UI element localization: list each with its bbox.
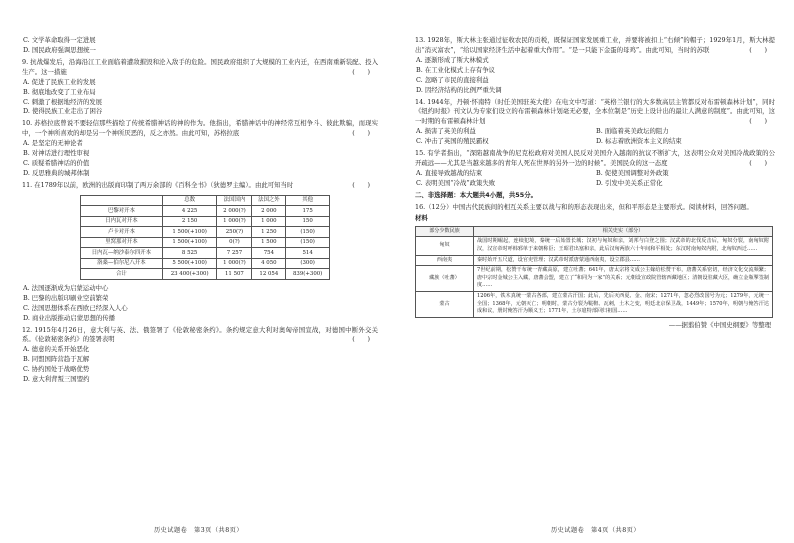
right-column [415,36,775,333]
table-cell: 1 500(+100) [162,237,217,248]
table-cell: 日内瓦—纳沙泰尔四开本 [81,248,163,259]
right-page [397,0,794,543]
q9-prev-option-c: C. 文学革命取得一定进展 [23,36,96,44]
table-cell: 1206年，铁木真统一蒙古各部，建立蒙古汗国；此后，先后灭西夏、金、南宋；1271年，忽必烈改国号为元；1279年，元统一全国；1368年，元朝灭亡；明朝时，蒙古分裂为鞑靼、瓦剌，土木之变，明廷北京保卫战，1449年；1570年，明朝与俺答汗达成和议，册封俺答汗为顺义王；1771年，土尔扈特部回归祖国…… [474,292,773,318]
table-cell: (300) [286,258,330,269]
q9-option-c[interactable]: C. 刺激了根据地经济的发展 [23,97,103,106]
q15-option-b[interactable]: B. 促使美国调整对外政策 [596,168,669,177]
q11-stem: 11. 在1789年以前，欧洲的出版商印制了两万余部的《百科全书》（狄德罗主编）。由此可知当时 ( ) [22,180,370,189]
q13-stem: 13. 1928年，斯大林主张通过征收农民的贡税，既保证国家发展重工业，并要将被扣上“右倾”的帽子；1929年1月，斯大林提出“消灭富农”，“给以国家经济生活中起着重大作用”。“是一只能下金蛋的母鸡”。由此可知，当时的苏联 ( ) [415,36,775,54]
table-cell: 1 250 [252,227,286,238]
question-10 [22,119,378,179]
q11-option-b[interactable]: B. 巴黎的出版印刷业空前繁荣 [23,293,109,302]
page-footer: 历史试题卷 第3页（共8页） [153,527,244,535]
table-cell: 西南夷 [416,255,474,266]
table-row [81,227,330,238]
q9-stem: 9. 抗战爆发后，沿海沿江工业面临着遭敌摧毁和沦入敌手的危险。国民政府组织了大规模的工业内迁，在西南重新装配、投入生产。这一措施 ( ) [22,57,378,76]
table-row [416,266,773,292]
q15-option-c[interactable]: C. 表明美国“冷战”政策失败 [416,178,496,187]
table-row [416,255,773,266]
material-source: ——据翦伯赞《中国史纲要》等整理 [668,321,771,329]
table-cell: 战国时期崛起，连续犯境，秦统一后始置长城；汉初与匈奴和亲，刘邦与白登之围；汉武帝的北伐反击后，匈奴分裂，南匈奴附汉，汉宣帝时呼韩邪单于来朝称臣；王昭君出塞和亲，此后汉匈两族六十年间和平相处；东汉时南匈奴内附，北匈奴西迁…… [474,237,773,255]
table-header: 法国之外 [252,195,286,206]
table-cell: 150 [286,216,330,227]
q12-option-d[interactable]: D. 意大利背叛三国盟约 [23,375,90,384]
table-cell: 秦时始开五尺道，设官吏管理；汉武帝时派唐蒙通西南夷，设立郡县…… [474,255,773,266]
table-cell: 175 [286,206,330,217]
material-label: 材料 [415,213,428,222]
answer-paren: ( ) [352,129,370,138]
table-header: 相关史实（部分） [474,226,773,237]
question-11 [22,181,378,324]
table-cell: 514 [286,248,330,259]
q12-option-b[interactable]: B. 同盟国阵营趋于瓦解 [23,355,90,364]
table-row-total [81,269,330,280]
table-header-row [81,195,330,206]
answer-paren: ( ) [749,117,767,126]
table-cell: (150) [286,237,330,248]
table-cell: 1 000(?) [217,216,252,227]
question-9-tail [22,36,378,56]
table-row [81,206,330,217]
q14-option-c[interactable]: C. 冲击了英国的殖民霸权 [416,137,489,146]
table-cell: 藏族（吐蕃） [416,266,474,292]
q10-option-c[interactable]: C. 质疑希腊神话的价值 [23,159,90,168]
q11-option-d[interactable]: D. 商业出版推动启蒙思想的传播 [23,313,116,322]
table-row [416,292,773,318]
question-14 [415,98,775,148]
table-header: 部分少数民族 [416,226,474,237]
question-15 [415,149,775,189]
table-cell: 日内瓦对开本 [81,216,163,227]
table-cell: 匈奴 [416,237,474,255]
q16-stem: 16.（12分）中国古代民族间的相互关系主要以战与和的形态表现出来，但和平形态是主要形式。阅读材料，回答问题。 [415,202,753,211]
table-cell: 里窝那对开本 [81,237,163,248]
q14-option-d[interactable]: D. 标志着欧洲资本主义的结束 [596,137,682,146]
q9-option-d[interactable]: D. 使得民族工业走出了困谷 [23,107,103,116]
table-cell: 4 225 [162,206,217,217]
section-title: 二、非选择题：本大题共4小题，共55分。 [415,190,537,199]
table-cell: 合计 [81,269,163,280]
q15-option-a[interactable]: A. 直接导致越战的结束 [416,168,483,177]
answer-paren: ( ) [749,45,767,54]
table-cell: 7世纪前期，松赞干布统一青藏高原，建立吐蕃；641年，唐太宗将文成公主嫁给松赞干布，唐蕃关系密切，经济文化交流频繁；唐中宗时金城公主入藏，唐蕃会盟，建立了“和同为一家”的关系；元朝设宣政院管辖西藏地区；清朝设驻藏大臣，确立金瓶掣签制度…… [474,266,773,292]
table-cell: 1 000(?) [217,258,252,269]
table-header: 法国国内 [217,195,252,206]
encyclopedia-table [80,195,330,280]
table-cell: 5 500(+100) [162,258,217,269]
table-cell: 4 050 [252,258,286,269]
q14-option-b[interactable]: B. 面临着英美政坛的阻力 [596,127,669,136]
q13-option-c[interactable]: C. 忽略了市民的直接利益 [416,75,489,84]
table-row [81,237,330,248]
table-header-row [416,226,773,237]
table-cell: 11 507 [217,269,252,280]
q13-option-a[interactable]: A. 逐渐形成了斯大林模式 [416,55,489,64]
table-header [81,195,163,206]
table-row [416,237,773,255]
table-cell: 7 257 [217,248,252,259]
q9-option-a[interactable]: A. 促进了民族工业的发展 [23,77,96,86]
q13-option-d[interactable]: D. 因经济结构的比例严重失调 [416,85,502,94]
table-header: 其他 [286,195,330,206]
table-cell: 卢卡对开本 [81,227,163,238]
q10-option-d[interactable]: D. 反思雅典的城邦体制 [23,168,90,177]
table-cell: 1 500 [252,237,286,248]
table-cell: 2 000(?) [217,206,252,217]
q14-option-a[interactable]: A. 损害了英美的利益 [416,127,476,136]
ethnic-relations-table [415,226,773,318]
q11-option-c[interactable]: C. 法国思想体系在西欧已经深入人心 [23,303,128,312]
question-12 [22,326,378,386]
question-9 [22,58,378,118]
q13-option-b[interactable]: B. 在工业化模式上存有争议 [416,65,496,74]
answer-paren: ( ) [352,335,370,344]
q10-option-a[interactable]: A. 是坚定的无神论者 [23,139,83,148]
q10-stem: 10. 苏格拉底曾说不要轻信那些描绘了传统希腊神话的神的作为。他指出，希腊神话中的神经常互相争斗、彼此欺骗，而现实中，一个神所喜欢的却是另一个神所厌恶的，反之亦然。由此可知，苏格拉底 ( ) [22,119,378,138]
q12-stem: 12. 1915年4月26日，意大利与英、法、俄签署了《伦敦秘密条约》。条约规定意大利对奥匈帝国宣战，对德国中断外交关系。《伦敦秘密条约》的签署表明 ( ) [22,325,378,344]
q10-option-b[interactable]: B. 对神话进行理性审视 [23,149,90,158]
table-cell: 12 054 [252,269,286,280]
q14-options [415,127,775,147]
q15-option-d[interactable]: D. 引发中美关系正常化 [596,178,663,187]
table-cell: 8 525 [162,248,217,259]
table-cell: 洛桑—伯尔尼八开本 [81,258,163,269]
q12-option-a[interactable]: A. 德意的关系开始恶化 [23,345,90,354]
q11-option-a[interactable]: A. 法国逐渐成为启蒙运动中心 [23,283,109,292]
question-13 [415,36,775,96]
table-cell: 23 400(+300) [162,269,217,280]
table-cell: 839(+300) [286,269,330,280]
table-cell: 2 150 [162,216,217,227]
question-16 [415,203,775,331]
table-cell: 0(?) [217,237,252,248]
table-row [81,248,330,259]
q14-stem: 14. 1944年，丹顿·怀南特（时任美国驻英大使）在电文中写道：“英格兰银行的大多数高层主管都反对布雷顿森林计划”，同时《纽约时报》刊文认为专家们设立的布雷顿森林计划毫无必要，全本位制是“历史上设计出的最让人满意的制度”。由此可知，这一时期的布雷顿森林计划 ( ) [415,97,775,126]
table-cell: 754 [252,248,286,259]
q12-option-c[interactable]: C. 协约国处于战略优势 [23,365,90,374]
q15-stem: 15. 有学者指出，“深陷越南战争的尼克松政府对美国人民反对美国介入越南的抗议不断扩大，这表明公众对美国冷战政策的公开疏远——尤其是当越来越多的青年人死在世界的另外一边的时候”。美国民众的这一态度 ( ) [415,149,775,168]
left-column [22,36,378,387]
table-cell: 巴黎对开本 [81,206,163,217]
q9-option-b[interactable]: B. 彻底地改变了工业布局 [23,87,96,96]
answer-paren: ( ) [352,180,370,189]
answer-paren: ( ) [749,159,767,168]
table-header: 总数 [162,195,217,206]
answer-paren: ( ) [352,67,370,76]
table-row [81,258,330,269]
page-footer: 历史试题卷 第4页（共8页） [550,527,641,535]
table-cell: 250(?) [217,227,252,238]
q9-prev-option-d: D. 国民政府强调思想统一 [23,45,96,54]
table-cell: 蒙古 [416,292,474,318]
table-cell: 2 000 [252,206,286,217]
table-cell: (150) [286,227,330,238]
q15-options [415,169,775,189]
table-cell: 1 500(+100) [162,227,217,238]
table-cell: 1 000 [252,216,286,227]
table-row [81,216,330,227]
